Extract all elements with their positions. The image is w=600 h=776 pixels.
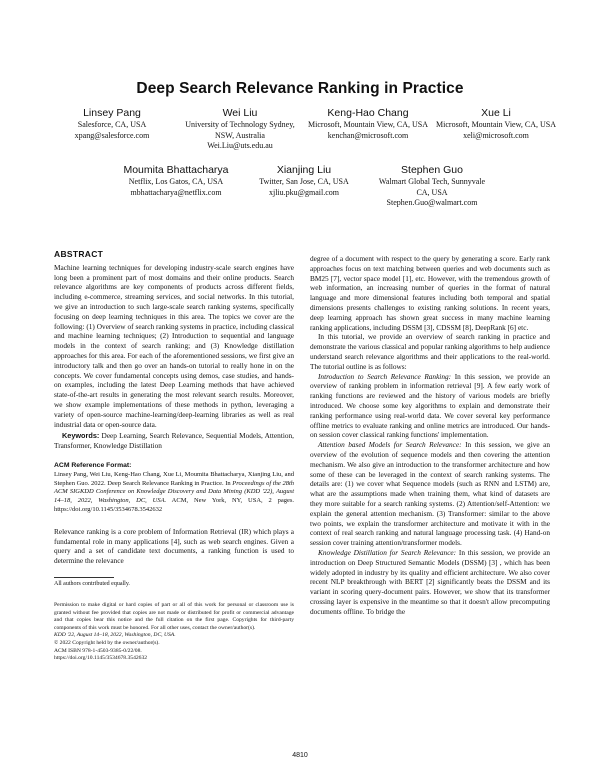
paper-title: Deep Search Relevance Ranking in Practice: [136, 80, 464, 97]
author-row-2: [48, 163, 560, 209]
author-block: [245, 163, 363, 209]
paragraph: degree of a document with respect to the query by generating a score. Early rank approaches focus on text matching between queries and web documents such as BM25 [7], vector space model [1], etc. However, with the tremendous growth of web information, an increasing number of queries in the format of natural language and more dimensional features including both temporal and spatial dimensions presents challenges to existing ranking solutions. In recent years, deep learning approach has shown great success in many machine learning ranking applications, including DSSM [3], CDSSM [8], DeepRank [6] etc.: [310, 254, 550, 332]
conference-line: KDD '22, August 14–18, 2022, Washington, DC, USA.: [54, 632, 176, 639]
reference-authors: Linsey Pang, Wei Liu, Keng-Hao Chang, Xue Li, Moumita Bhattacharya, Xianjing Liu, and Stephen Guo. 2022. Deep Search Relevance Ranking in Practice. In: [54, 470, 294, 487]
copyright-line: © 2022 Copyright held by the owner/author(s).: [54, 639, 160, 646]
author-name: Xianjing Liu: [276, 164, 332, 176]
author-email: mbhattacharya@netflix.com: [130, 187, 222, 197]
author-email: xeli@microsoft.com: [463, 130, 529, 140]
keywords-label: Keywords:: [62, 431, 100, 441]
footnote-rule: [54, 577, 114, 578]
author-affiliation: Microsoft, Mountain View, CA, USA: [308, 120, 428, 129]
author-email: xjliu.pku@gmail.com: [268, 187, 340, 197]
author-block: [48, 106, 176, 152]
keywords: [54, 431, 294, 451]
acm-reference-text: [54, 471, 294, 515]
introduction-text: Relevance ranking is a core problem of Information Retrieval (IR) which plays a fundamental role in many applications [4], such as web search engines. Given a query and a set of candidate text documents, a ranking function is used to determine the relevance: [54, 526, 294, 566]
permission-block: [54, 602, 294, 663]
author-block: [432, 106, 560, 152]
author-name: Stephen Guo: [401, 164, 463, 176]
author-name: Linsey Pang: [83, 107, 141, 119]
right-column: [310, 254, 550, 616]
author-email: Stephen.Guo@walmart.com: [386, 198, 478, 207]
author-affiliation: Salesforce, CA, USA: [77, 120, 147, 129]
author-row-1: [48, 106, 560, 152]
session-attention-paragraph: Attention based Models for Search Relevance: In this session, we give an overview of the evolution of sequence models and then covering the attention mechanism. We also give an introduction to the transformer architecture and how some of these can be leveraged in the context of search ranking systems. The details are: (1) we cover what Sequence models (such as RNN and LSTM) are, what are the assumptions made when training them, what kind of datasets are they more suitable for a search ranking systems. (2) Attention/self-Attention: we explain the general attention mechanism. (3) Transformer: similar to the above two points, we explain the transformer architecture and motivate it with in the context of real search ranking and natural language processing task. (4) Hand-on session cover training attention/transformer models.: [310, 440, 550, 548]
author-affiliation: Walmart Global Tech, Sunnyvale CA, USA: [378, 177, 486, 197]
isbn-line: ACM ISBN 978-1-4503-9385-0/22/08.: [54, 647, 142, 654]
session-title: Attention based Models for Search Relevance:: [318, 440, 462, 450]
abstract-body: Machine learning techniques for developing industry-scale search engines have long been a prominent part of most domains and their online products. Search relevance algorithms are key components of products across different fields, including e-commerce, streaming services, and social networks. In this tutorial, we give an introduction to such large-scale search ranking systems, specifically focusing on deep learning techniques in this area. The topics we cover are the following: (1) Overview of search ranking systems in practice, including classical and machine learning techniques; (2) Introduction to sequential and language models in the context of search ranking; and (3) Knowledge distillation approaches for this area. For each of the aforementioned sessions, we first give an introductory talk and then go over an hands-on tutorial to really hone in on the concepts. We cover fundamental concepts using demos, case studies, and hands-on examples, including the latest Deep Learning methods that have achieved state-of-the-art results in generating the most relevant search results. Moreover, we show example implementations of these methods in python, leveraging a variety of open-source machine-learning/deep-learning libraries as well as real industrial data or open-source data.: [54, 262, 294, 429]
permission-text: Permission to make digital or hard copies of part or all of this work for personal or classroom use is granted without fee provided that copies are not made or distributed for profit or commercial advantage and that copies bear this notice and the full citation on the first page. Copyrights for third-party components of this work must be honored. For all other uses, contact the owner/author(s).: [54, 602, 294, 631]
left-column: [54, 249, 295, 566]
page-number: 4810: [292, 752, 308, 759]
author-affiliation: Microsoft, Mountain View, CA, USA: [436, 120, 556, 129]
author-email: xpang@salesforce.com: [74, 130, 150, 140]
author-block: [304, 106, 432, 152]
acm-reference-heading: ACM Reference Format:: [54, 461, 132, 469]
author-affiliation: University of Technology Sydney, NSW, Australia: [185, 120, 295, 140]
doi-link[interactable]: https://doi.org/10.1145/3534678.3542632: [54, 655, 148, 662]
author-email: Wei.Liu@uts.edu.au: [207, 141, 273, 150]
author-affiliation: Netflix, Los Gatos, CA, USA: [128, 177, 224, 186]
keywords-list: Deep Learning, Search Relevance, Sequential Models, Attention, Transformer, Knowledge Distillation: [54, 431, 294, 451]
abstract-heading: ABSTRACT: [54, 249, 104, 259]
author-block: [373, 163, 491, 209]
session-title: Introduction to Search Relevance Ranking:: [318, 371, 452, 381]
author-block: [117, 163, 235, 209]
session-distillation-paragraph: Knowledge Distillation for Search Relevance: In this session, we provide an introduction on Deep Structured Semantic Models (DSSM) [3] , which has been widely adopted in industry by its quality and efficient architecture. We also cover recent NLP breakthrough with BERT [2] significantly beats the DSSM and its variant in scoring query-document pairs. However, we show that its transformer crossing layer is expensive in the meantime so that it doesn't allow precomputing documents offline. To bridge the: [310, 547, 550, 616]
author-block: [176, 106, 304, 152]
author-name: Wei Liu: [222, 107, 258, 119]
reference-rest: ACM, New York, NY, USA, 2 pages. https://doi.org/10.1145/3534678.3542632: [54, 497, 295, 513]
author-name: Xue Li: [481, 107, 511, 119]
session-title: Knowledge Distillation for Search Relevance:: [318, 547, 457, 557]
author-affiliation: Twitter, San Jose, CA, USA: [259, 177, 349, 186]
author-name: Moumita Bhattacharya: [123, 164, 229, 176]
reference-venue: Proceedings of the 28th ACM SIGKDD Conference on Knowledge Discovery and Data Mining (KDD '22), August 14–18, 2022, Washington, DC, USA.: [54, 479, 294, 505]
author-name: Keng-Hao Chang: [327, 107, 409, 119]
equal-contribution-note: All authors contributed equally.: [54, 581, 130, 587]
paragraph: In this tutorial, we provide an overview of search ranking in practice and demonstrate the various classical and popular ranking algorithms to help audience understand search relevance algorithms and their applications to the real-world. The tutorial outline is as follows:: [310, 332, 550, 371]
session-intro-paragraph: Introduction to Search Relevance Ranking: In this session, we provide an overview of ranking problem in information retrieval [9]. A few early work of ranking functions are reviewed and the history of various models are briefly introduced. We choose some key algorithms to explain and demonstrate their ranking performance using real-world data. We cover several key performance offline metrics to evaluate ranking and online metrics are introduced. Our hands-on session cover classical ranking functions' implementation.: [310, 371, 550, 440]
author-email: kenchan@microsoft.com: [327, 130, 409, 140]
